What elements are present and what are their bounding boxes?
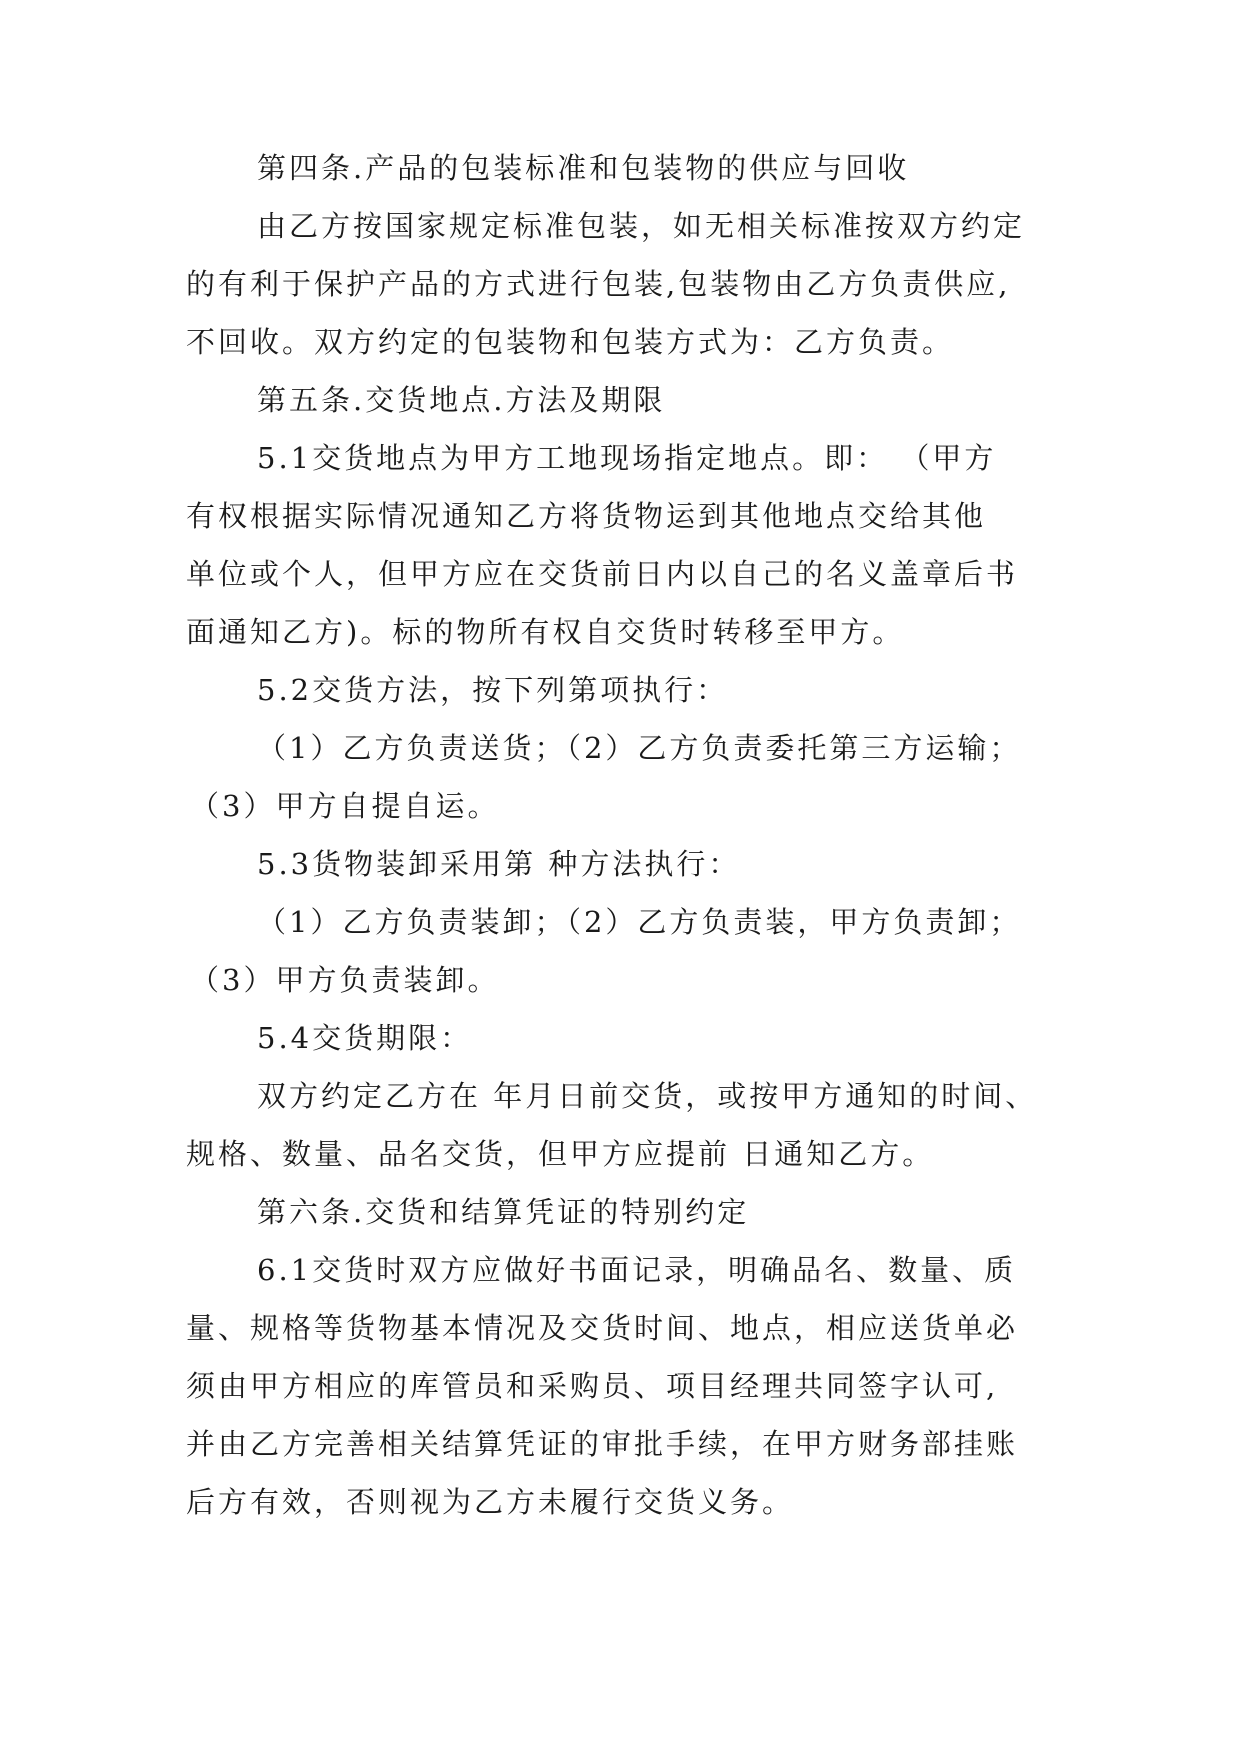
paragraph-line: （1）乙方负责送货；（2）乙方负责委托第三方运输； (257, 731, 1022, 765)
paragraph-line: 双方约定乙方在 年月日前交货，或按甲方通知的时间、 (257, 1079, 1038, 1113)
paragraph-line: 6.1交货时双方应做好书面记录，明确品名、数量、质 (257, 1253, 1017, 1287)
paragraph-line: 5.1交货地点为甲方工地现场指定地点。即： （甲方 (257, 441, 997, 475)
paragraph-line: 并由乙方完善相关结算凭证的审批手续，在甲方财务部挂账 (186, 1427, 1019, 1461)
paragraph-line: 5.3货物装卸采用第 种方法执行： (257, 847, 741, 881)
paragraph-line: 量、规格等货物基本情况及交货时间、地点，相应送货单必 (186, 1311, 1019, 1345)
heading-article-6: 第六条.交货和结算凭证的特别约定 (257, 1195, 750, 1229)
paragraph-line: （3）甲方负责装卸。 (190, 963, 500, 997)
paragraph-line: 由乙方按国家规定标准包装，如无相关标准按双方约定 (257, 209, 1026, 243)
paragraph-line: 的有利于保护产品的方式进行包装,包装物由乙方负责供应, (186, 267, 1011, 301)
paragraph-line: （1）乙方负责装卸；（2）乙方负责装，甲方负责卸； (257, 905, 1022, 939)
paragraph-line: 不回收。双方约定的包装物和包装方式为：乙方负责。 (186, 325, 955, 359)
paragraph-line: 须由甲方相应的库管员和采购员、项目经理共同签字认可, (186, 1369, 999, 1403)
paragraph-line: （3）甲方自提自运。 (190, 789, 500, 823)
paragraph-line: 5.4交货期限： (257, 1021, 473, 1055)
heading-article-4: 第四条.产品的包装标准和包装物的供应与回收 (257, 151, 910, 185)
paragraph-line: 后方有效，否则视为乙方未履行交货义务。 (186, 1485, 795, 1519)
paragraph-line: 5.2交货方法，按下列第项执行： (257, 673, 729, 707)
paragraph-line: 有权根据实际情况通知乙方将货物运到其他地点交给其他 (186, 499, 987, 533)
paragraph-line: 单位或个人，但甲方应在交货前日内以自己的名义盖章后书 (186, 557, 1019, 591)
paragraph-line: 面通知乙方)。标的物所有权自交货时转移至甲方。 (186, 615, 905, 649)
paragraph-line: 规格、数量、品名交货，但甲方应提前 日通知乙方。 (186, 1137, 935, 1171)
heading-article-5: 第五条.交货地点.方法及期限 (257, 383, 666, 417)
